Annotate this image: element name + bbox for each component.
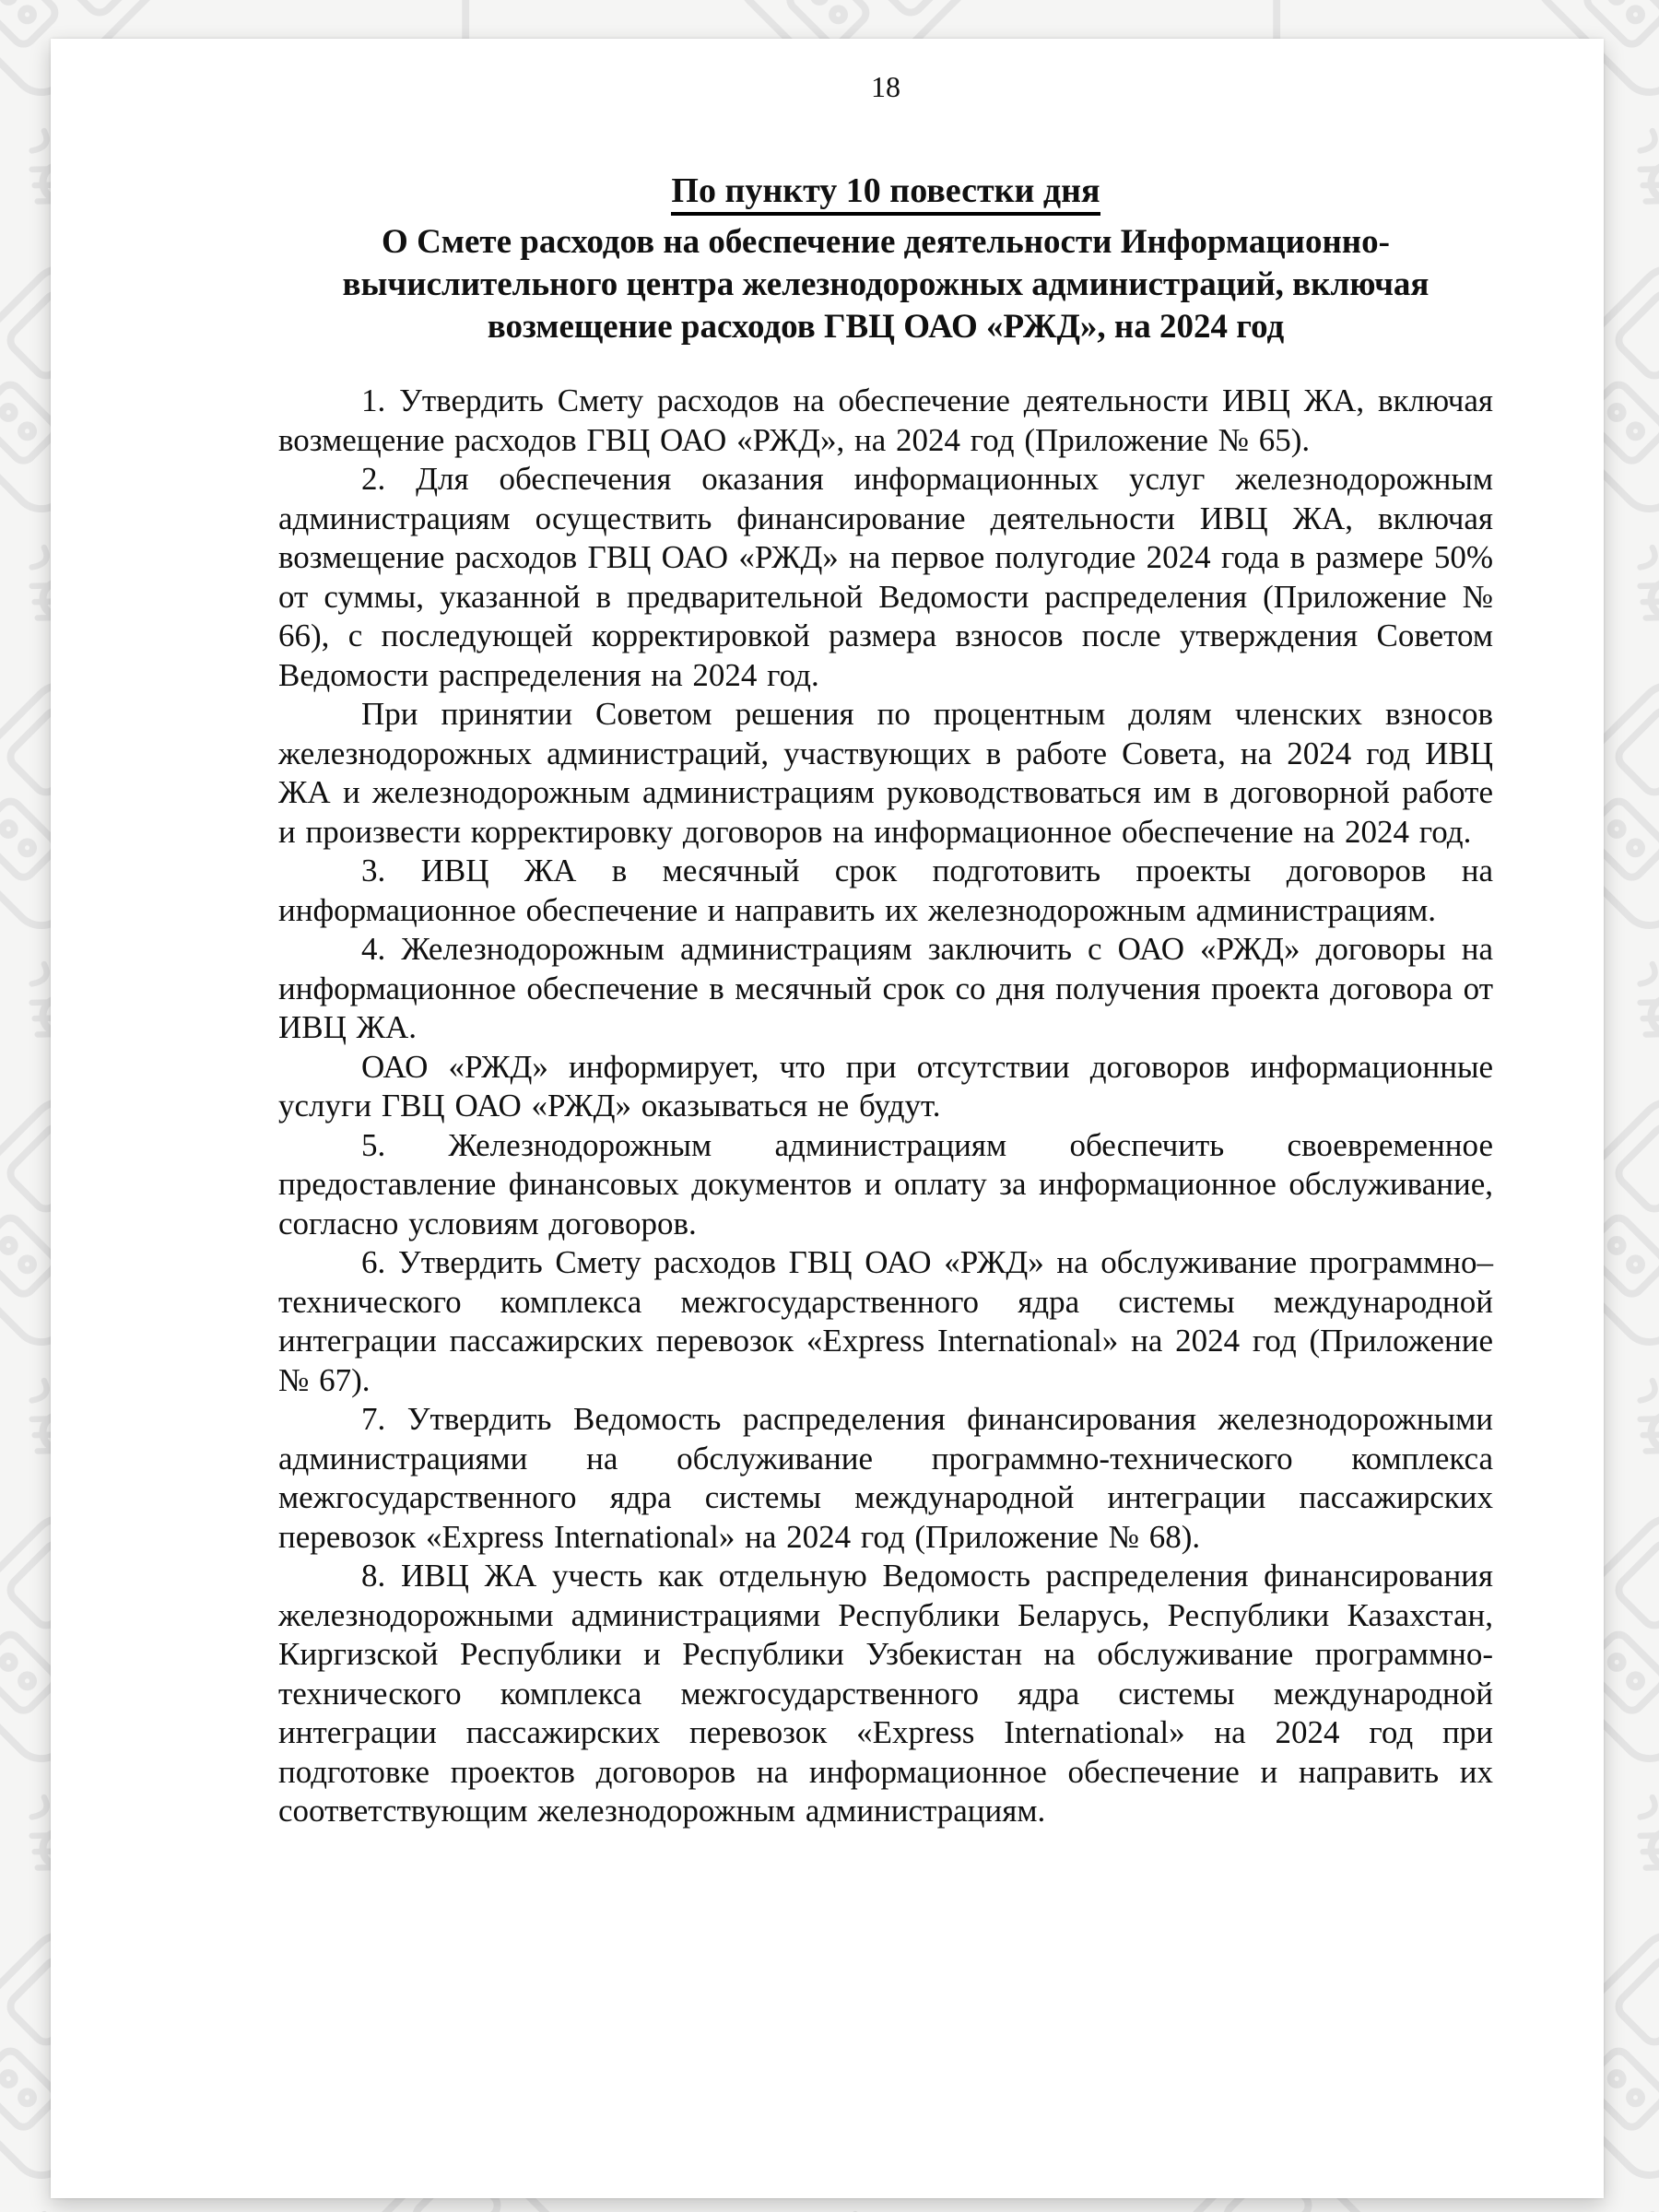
body-paragraph: 8. ИВЦ ЖА учесть как отдельную Ведомость распределения финансирования железнодорожными администрациями Республики Беларусь, Республики Казахстан, Киргизской Республики и Республики Узбекистан на обслуживание программно-технического комплекса межгосударственного ядра системы международной интеграции пассажирских перевозок «Express International» на 2024 год при подготовке проектов договоров на информационное обеспечение и направить их соответствующим железнодорожным администрациям. <box>278 1558 1493 1829</box>
body-paragraph: 1. Утвердить Смету расходов на обеспечение деятельности ИВЦ ЖА, включая возмещение расходов ГВЦ ОАО «РЖД», на 2024 год (Приложение № 65). <box>278 382 1493 458</box>
agenda-item-heading <box>278 170 1493 212</box>
page-number: 18 <box>871 70 900 103</box>
document-body <box>278 382 1493 1831</box>
title-line: возмещение расходов ГВЦ ОАО «РЖД», на 2024 год <box>487 308 1285 346</box>
body-paragraph: 2. Для обеспечения оказания информационных услуг железнодорожным администрациям осуществить финансирование деятельности ИВЦ ЖА, включая возмещение расходов ГВЦ ОАО «РЖД» на первое полугодие 2024 года в размере 50% от суммы, указанной в предварительной Ведомости распределения (Приложение № 66), с последующей корректировкой размера взносов после утверждения Советом Ведомости распределения на 2024 год. <box>278 461 1493 693</box>
body-paragraph: 7. Утвердить Ведомость распределения финансирования железнодорожными администрациями на обслуживание программно-технического комплекса межгосударственного ядра системы международной интеграции пассажирских перевозок «Express International» на 2024 год (Приложение № 68). <box>278 1401 1493 1555</box>
body-paragraph: 6. Утвердить Смету расходов ГВЦ ОАО «РЖД» на обслуживание программно–технического комплекса межгосударственного ядра системы международной интеграции пассажирских перевозок «Express International» на 2024 год (Приложение № 67). <box>278 1244 1493 1398</box>
agenda-item-heading-text: По пункту 10 повестки дня <box>671 171 1100 216</box>
body-paragraph: ОАО «РЖД» информирует, что при отсутствии договоров информационные услуги ГВЦ ОАО «РЖД» оказываться не будут. <box>278 1048 1493 1124</box>
body-paragraph: 5. Железнодорожным администрациям обеспечить своевременное предоставление финансовых документов и оплату за информационное обслуживание, согласно условиям договоров. <box>278 1126 1493 1241</box>
body-paragraph: 3. ИВЦ ЖА в месячный срок подготовить проекты договоров на информационное обеспечение и направить их железнодорожным администрациям. <box>278 853 1493 928</box>
page-content <box>278 39 1493 2198</box>
body-paragraph: При принятии Советом решения по процентным долям членских взносов железнодорожных администраций, участвующих в работе Совета, на 2024 год ИВЦ ЖА и железнодорожным администрациям руководствоваться им в договорной работе и произвести корректировку договоров на информационное обеспечение на 2024 год. <box>278 696 1493 850</box>
title-line: вычислительного центра железнодорожных администраций, включая <box>342 265 1430 303</box>
title-line: О Смете расходов на обеспечение деятельности Информационно- <box>382 223 1390 261</box>
document-title <box>278 221 1493 348</box>
body-paragraph: 4. Железнодорожным администрациям заключить с ОАО «РЖД» договоры на информационное обеспечение в месячный срок со дня получения проекта договора от ИВЦ ЖА. <box>278 931 1493 1045</box>
page-sheet <box>51 39 1604 2198</box>
